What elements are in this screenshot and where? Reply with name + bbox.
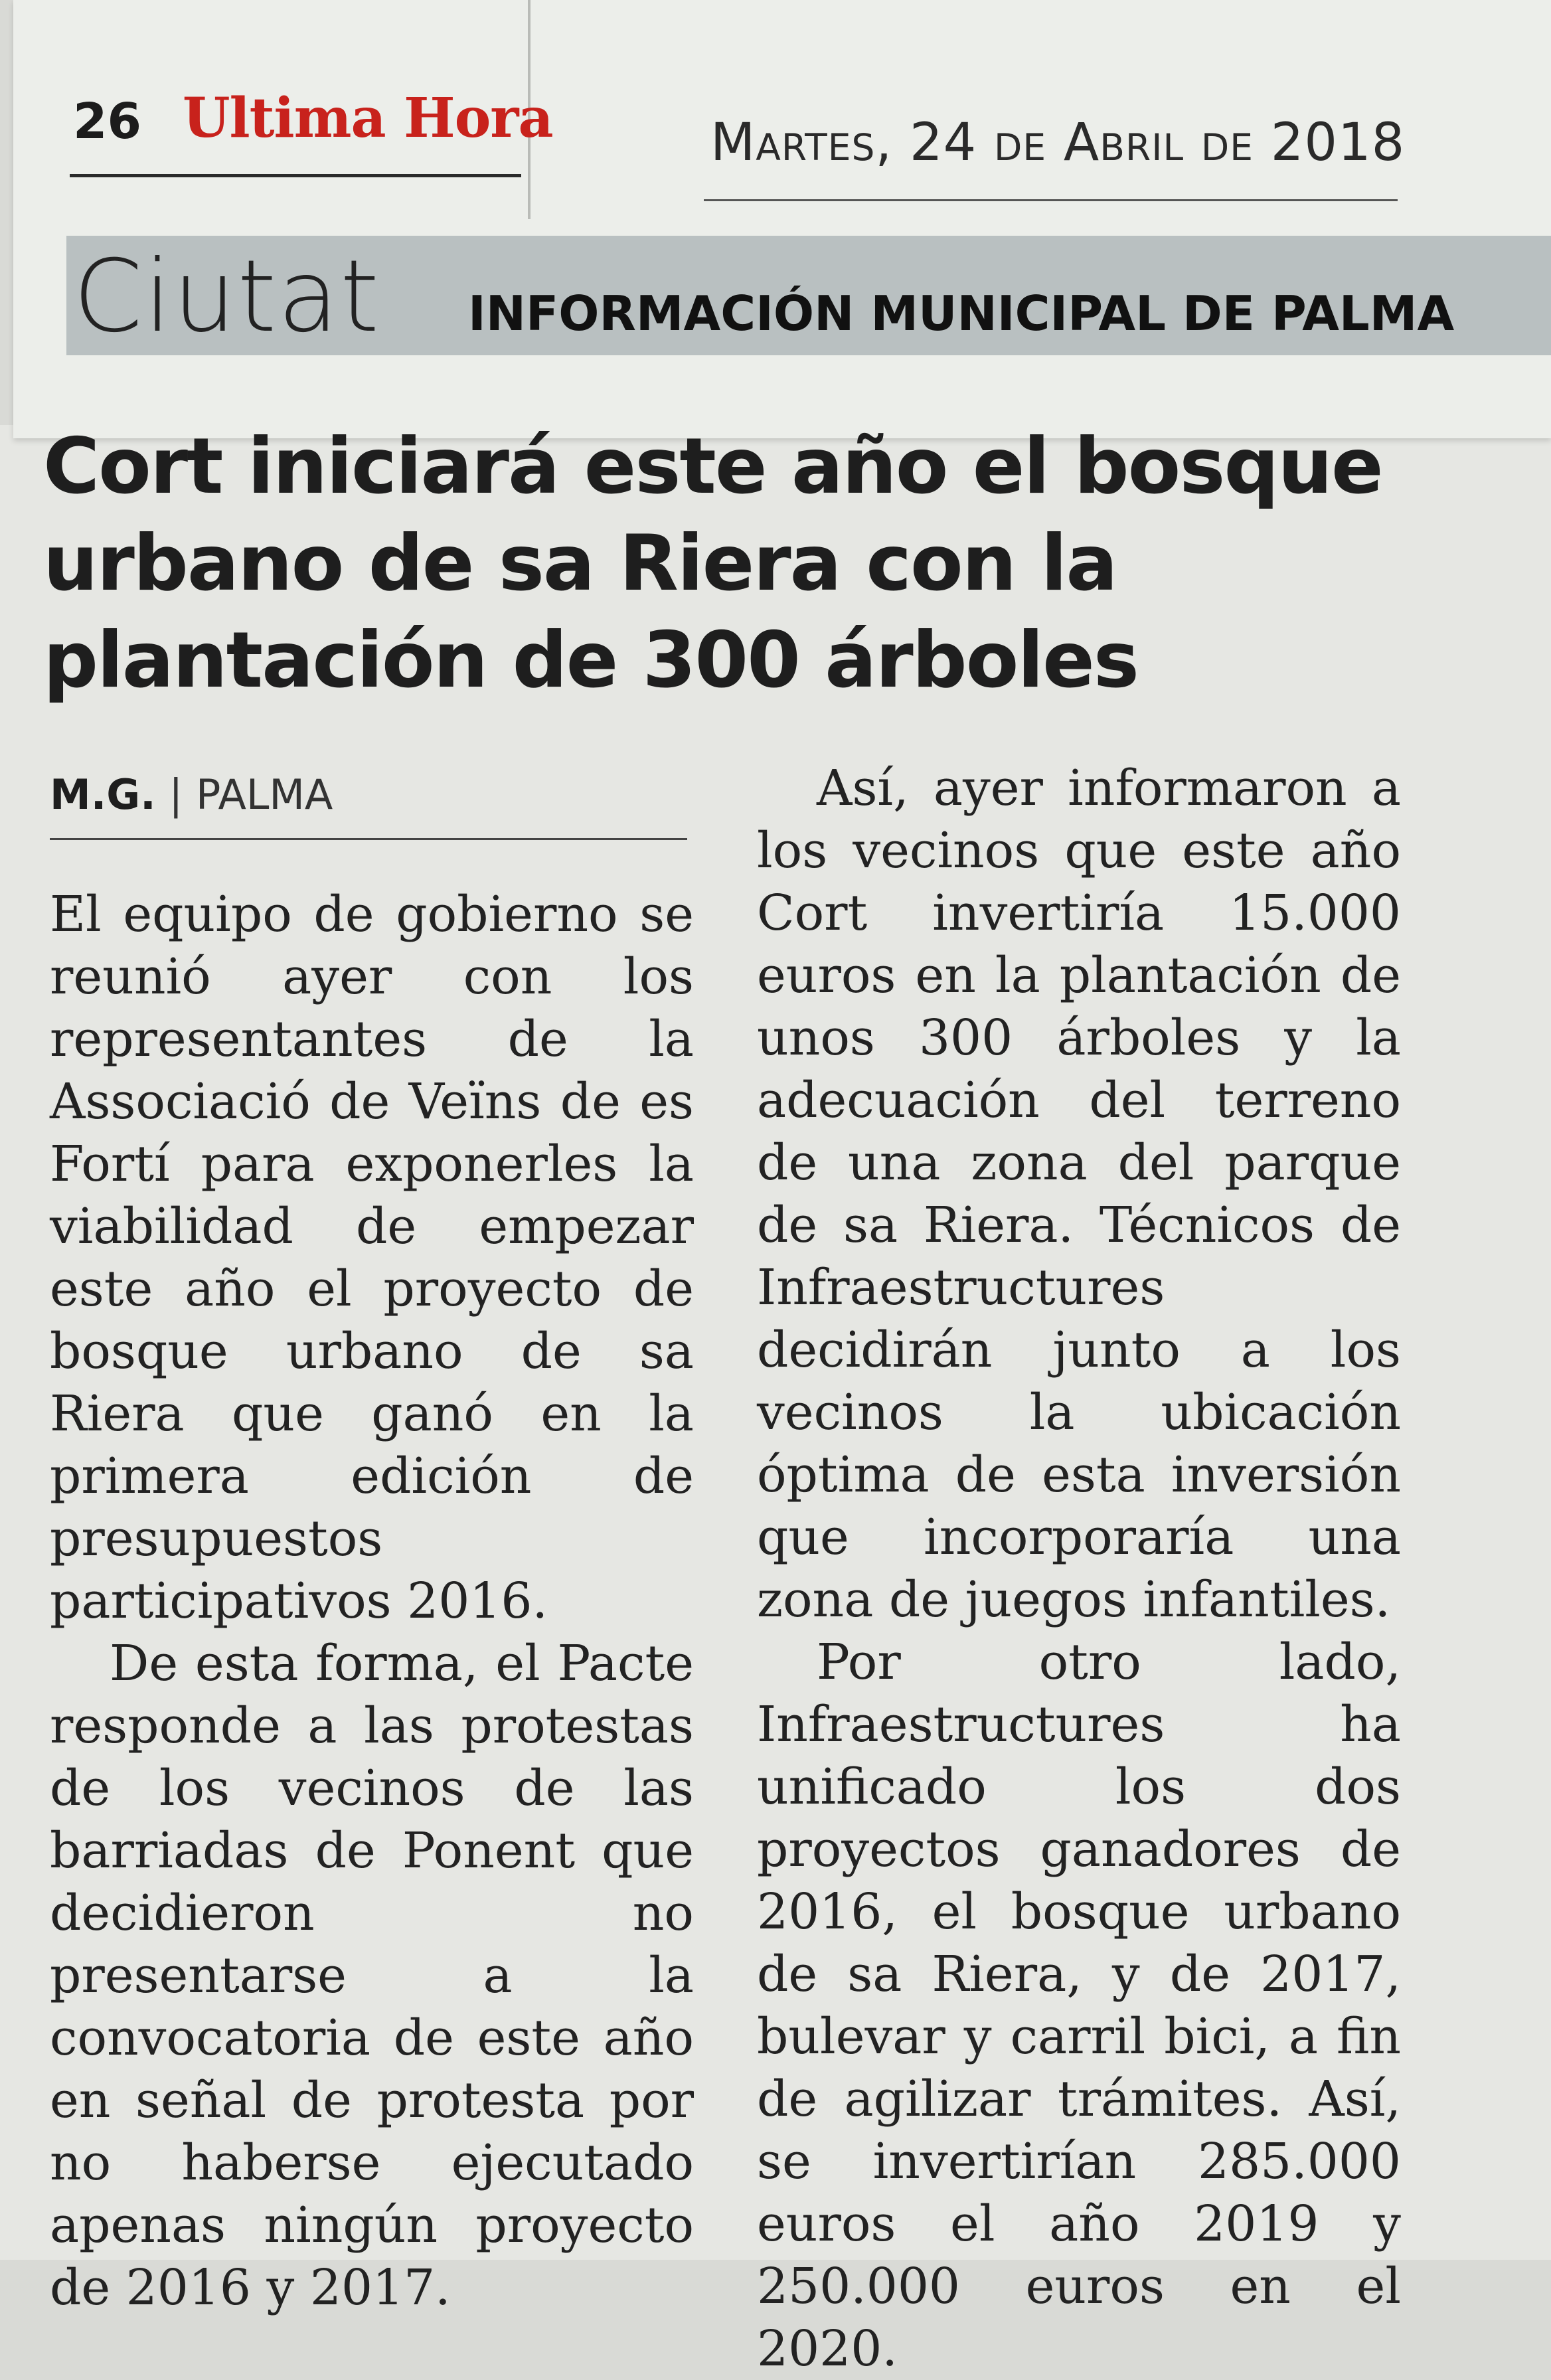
- newspaper-logo: Ultima Hora: [183, 86, 553, 150]
- page-number: 26: [73, 93, 141, 150]
- issue-date: Martes, 24 de Abril de 2018: [710, 113, 1406, 173]
- article-headline: Cort iniciará este año el bosque urbano de sa Riera con la plantación de 300 árboles: [43, 422, 1382, 705]
- byline-author: M.G.: [50, 770, 156, 819]
- byline-separator: |: [169, 770, 183, 819]
- paragraph: De esta forma, el Pacte responde a las protestas de los vecinos de las barriadas de Ponent que decidieron no presentarse a la convocatoria de este año en señal de protesta por no haberse ejecutado apenas ningún proyecto de 2016 y 2017.: [50, 1635, 694, 2316]
- masthead-rule-left: [70, 174, 521, 177]
- paragraph: El equipo de gobierno se reunió ayer con los representantes de la Associació de Veïns de es Fortí para exponerles la viabilidad de empezar este año el proyecto de bosque urbano de sa Riera que ganó en la primera edición de presupuestos participativos 2016.: [50, 886, 694, 1630]
- byline-rule: [50, 838, 687, 840]
- byline-place: PALMA: [196, 770, 333, 819]
- article-column-right: [757, 757, 1401, 2380]
- paragraph: Por otro lado, Infraestructures ha unificado los dos proyectos ganadores de 2016, el bosque urbano de sa Riera, y de 2017, bulevar y carril bici, a fin de agilizar trámites. Así, se invertirían 285.000 euros el año 2019 y 250.000 euros en el 2020.: [757, 1634, 1401, 2377]
- byline: [50, 770, 333, 819]
- section-title: Ciutat: [73, 239, 381, 355]
- newspaper-header-strip: [13, 0, 1551, 438]
- section-subtitle: INFORMACIÓN MUNICIPAL DE PALMA: [468, 286, 1455, 341]
- paragraph: Así, ayer informaron a los vecinos que este año Cort invertiría 15.000 euros en la plantación de unos 300 árboles y la adecuación del terreno de una zona del parque de sa Riera. Técnicos de Infraestructures decidirán junto a los vecinos la ubicación óptima de esta inversión que incorporaría una zona de juegos infantiles.: [757, 760, 1401, 1628]
- article-column-left: [50, 883, 694, 2319]
- masthead-rule-right: [704, 199, 1398, 201]
